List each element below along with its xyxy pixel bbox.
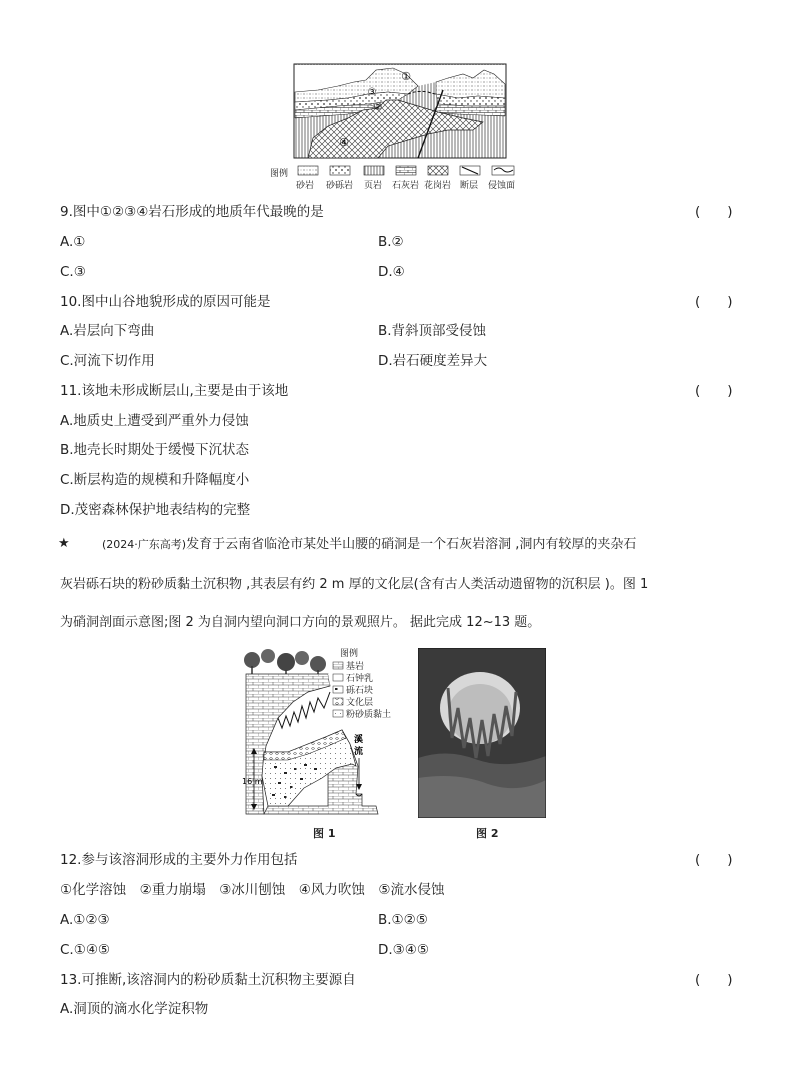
star-marker: ★ bbox=[58, 536, 70, 551]
question-10-option-d: D.岩石硬度差异大 bbox=[378, 353, 488, 369]
question-11-answer-blank: ( ) bbox=[695, 383, 733, 399]
legend-erosion-surface-swatch bbox=[492, 166, 514, 175]
cave-legend bbox=[333, 647, 391, 720]
stream-label bbox=[354, 733, 363, 757]
passage-line-1-text: 发育于云南省临沧市某处半山腰的硝洞是一个石灰岩溶洞 ,洞内有较厚的夹杂石 bbox=[186, 537, 637, 552]
passage-source: (2024·广东高考) bbox=[102, 538, 187, 551]
question-12-option-a: A.①②③ bbox=[60, 912, 110, 928]
question-12-choices: ①化学溶蚀 ②重力崩塌 ③冰川刨蚀 ④风力吹蚀 ⑤流水侵蚀 bbox=[60, 882, 445, 898]
legend-fault-swatch bbox=[460, 166, 480, 175]
question-9-option-b: B.② bbox=[378, 234, 404, 250]
legend-granite-swatch bbox=[428, 166, 448, 175]
legend-stalactite-label: 石钟乳 bbox=[346, 674, 374, 684]
question-9-option-a: A.① bbox=[60, 234, 86, 250]
question-9-option-d: D.④ bbox=[378, 264, 405, 280]
legend-erosion-surface-label: 侵蚀面 bbox=[488, 181, 516, 191]
question-12-option-b: B.①②⑤ bbox=[378, 912, 428, 928]
legend-culture-layer-swatch bbox=[333, 698, 343, 705]
legend-limestone-swatch bbox=[396, 166, 416, 175]
legend-shale-swatch bbox=[364, 166, 384, 175]
question-12-option-d: D.③④⑤ bbox=[378, 942, 429, 958]
question-9-answer-blank: ( ) bbox=[695, 204, 733, 220]
rock-label-1: ① bbox=[401, 70, 411, 83]
legend-granite-label: 花岗岩 bbox=[424, 181, 452, 191]
question-11-option-b: B.地壳长时期处于缓慢下沉状态 bbox=[60, 442, 250, 458]
question-10-answer-blank: ( ) bbox=[695, 294, 733, 310]
stream-label-char-2: 流 bbox=[354, 747, 364, 757]
height-dimension-label: 16 m bbox=[242, 777, 263, 786]
question-10-option-c: C.河流下切作用 bbox=[60, 353, 155, 369]
question-11-option-a: A.地质史上遭受到严重外力侵蚀 bbox=[60, 413, 249, 429]
rock-label-4: ④ bbox=[339, 136, 349, 149]
question-13-option-a: A.洞顶的滴水化学淀积物 bbox=[60, 1001, 209, 1017]
figure-2-caption: 图 2 bbox=[476, 827, 499, 840]
question-10-stem: 10.图中山谷地貌形成的原因可能是 bbox=[60, 294, 271, 310]
legend-gravel-block-swatch bbox=[333, 686, 343, 693]
cave-cross-section-figure bbox=[238, 646, 408, 822]
cave-photo bbox=[418, 648, 546, 818]
figure-1-caption: 图 1 bbox=[313, 827, 336, 840]
legend-fault-label: 断层 bbox=[460, 181, 479, 191]
question-10-option-b: B.背斜顶部受侵蚀 bbox=[378, 323, 487, 339]
question-11-option-d: D.茂密森林保护地表结构的完整 bbox=[60, 502, 251, 518]
cave-legend-title: 图例 bbox=[340, 649, 359, 659]
legend-title: 图例 bbox=[270, 169, 289, 179]
legend-shale-label: 页岩 bbox=[364, 181, 383, 191]
question-13-stem: 13.可推断,该溶洞内的粉砂质黏土沉积物主要源自 bbox=[60, 972, 356, 988]
rock-label-2: ② bbox=[373, 102, 383, 113]
legend-gravel-block-label: 砾石块 bbox=[346, 686, 374, 696]
legend-silt-clay-label: 粉砂质黏土 bbox=[346, 710, 392, 720]
rock-label-3: ③ bbox=[367, 87, 377, 98]
question-10-option-a: A.岩层向下弯曲 bbox=[60, 323, 155, 339]
legend-limestone-label: 石灰岩 bbox=[392, 181, 420, 191]
stream-label-char-1: 溪 bbox=[354, 735, 364, 745]
question-12-option-c: C.①④⑤ bbox=[60, 942, 111, 958]
passage-line-1 bbox=[102, 536, 636, 554]
legend-gravel-label: 砂砾岩 bbox=[326, 181, 354, 191]
passage-line-3: 为硝洞剖面示意图;图 2 为自洞内望向洞口方向的景观照片。 据此完成 12~13 题。 bbox=[60, 615, 541, 630]
geology-cross-section-figure bbox=[268, 60, 530, 192]
question-11-option-c: C.断层构造的规模和升降幅度小 bbox=[60, 472, 250, 488]
question-9-stem: 9.图中①②③④岩石形成的地质年代最晚的是 bbox=[60, 204, 324, 220]
tree-canopy-illustration bbox=[244, 649, 326, 676]
legend-sandstone-swatch bbox=[298, 166, 318, 175]
legend-stalactite-swatch bbox=[333, 674, 343, 681]
question-13-answer-blank: ( ) bbox=[695, 972, 733, 988]
legend-gravel-swatch bbox=[330, 166, 350, 175]
question-11-stem: 11.该地未形成断层山,主要是由于该地 bbox=[60, 383, 289, 399]
passage-line-2: 灰岩砾石块的粉砂质黏土沉积物 ,其表层有约 2 m 厚的文化层(含有古人类活动遗留物的沉积层 )。图 1 bbox=[60, 577, 649, 592]
legend-bedrock-label: 基岩 bbox=[346, 662, 365, 672]
legend-silt-clay-swatch bbox=[333, 710, 343, 717]
legend-bedrock-swatch bbox=[333, 662, 343, 669]
question-12-stem: 12.参与该溶洞形成的主要外力作用包括 bbox=[60, 852, 298, 868]
legend-culture-layer-label: 文化层 bbox=[346, 698, 374, 708]
question-12-answer-blank: ( ) bbox=[695, 852, 733, 868]
question-9-option-c: C.③ bbox=[60, 264, 86, 280]
legend-sandstone-label: 砂岩 bbox=[296, 181, 315, 191]
